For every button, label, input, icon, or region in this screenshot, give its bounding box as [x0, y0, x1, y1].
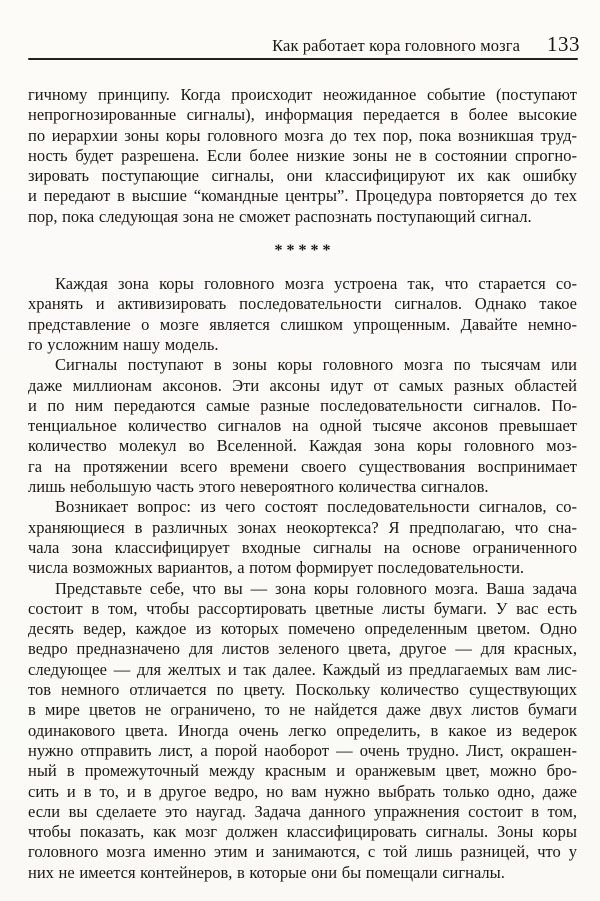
text-line: го усложним нашу модель.: [28, 334, 219, 354]
text-line: непрогнозированные сигналы), информация передается в более высокие: [28, 105, 577, 125]
running-title: Как работает кора головного мозга: [272, 36, 520, 55]
text-line: ность будет разрешена. Если более низкие зоны не в состоянии спрогно-: [28, 145, 577, 165]
text-line: пор, пока следующая зона не сможет распознать поступающий сигнал.: [28, 206, 532, 226]
paragraph: [28, 579, 577, 883]
text-line: по иерархии зоны коры головного мозга до тех пор, пока возникшая труд-: [28, 125, 577, 145]
text-line: тов немного отличается по цвету. Поскольку количество существующих: [28, 680, 577, 700]
header-rule: [28, 58, 578, 60]
text-line: и передают в высшие “командные центры”. Процедура повторяется до тех: [28, 186, 577, 206]
page-header: [0, 0, 600, 54]
paragraph: [28, 497, 577, 578]
text-line: нужно отправить лист, а порой наоборот — очень трудно. Лист, окрашен-: [28, 740, 577, 760]
text-line: гичному принципу. Когда происходит неожиданное событие (поступают: [28, 85, 577, 104]
text-line: них не имеется контейнеров, в которые они бы помещали сигналы.: [28, 862, 505, 882]
section-separator: *****: [274, 241, 335, 259]
text-line: в мире цветов не ограничено, то не найдется даже двух листов бумаги: [28, 700, 577, 720]
text-line: десять ведер, каждое из которых помечено определенным цветом. Одно: [28, 619, 577, 639]
paragraph: [28, 274, 577, 355]
text-line: га на протяжении всего времени своего существования воспринимает: [28, 456, 577, 476]
text-line: Сигналы поступают в зоны коры головного мозга по тысячам или: [55, 355, 577, 375]
page-body: [28, 85, 577, 883]
text-line: одинакового цвета. Иногда очень легко определить, в какое из ведерок: [28, 720, 577, 740]
text-line: состоит в том, чтобы рассортировать цветные листы бумаги. У вас есть: [28, 598, 577, 618]
text-line: чтобы показать, как мозг должен классифицировать сигналы. Зоны коры: [28, 822, 577, 842]
text-line: Возникает вопрос: из чего состоят последовательности сигналов, со-: [55, 497, 577, 517]
text-line: следующее — для желтых и так далее. Каждый из предлагаемых вам лис-: [28, 659, 577, 679]
text-line: и по ним передаются самые разные последовательности сигналов. По-: [28, 395, 577, 415]
text-line: ведро предназначено для листов зеленого цвета, другое — для красных,: [28, 639, 577, 659]
text-line: представление о мозге является слишком упрощенным. Давайте немно-: [28, 314, 577, 334]
text-line: сить и в то, и в другое ведро, но вам нужно выбрать только одно, даже: [28, 781, 577, 801]
page-number: 133: [547, 32, 580, 56]
paragraph: [28, 85, 577, 227]
text-line: храняющиеся в различных зонах неокортекса? Я предполагаю, что сна-: [28, 517, 577, 537]
text-line: хранять и активизировать последовательности сигналов. Однако такое: [28, 294, 577, 314]
paragraph: [28, 355, 577, 497]
text-line: зировать поступающие сигналы, они классифицируют их как ошибку: [28, 166, 577, 186]
text-line: головного мозга именно этим и занимаются, с той лишь разницей, что у: [28, 842, 577, 862]
text-line: количество молекул во Вселенной. Каждая зона коры головного моз-: [28, 436, 577, 456]
text-line: лишь небольшую часть этого невероятного количества сигналов.: [28, 477, 489, 497]
text-line: Каждая зона коры головного мозга устроена так, что старается со-: [55, 274, 577, 294]
text-line: тенциальное количество сигналов на одной тысяче аксонов превышает: [28, 416, 577, 436]
text-line: Представьте себе, что вы — зона коры головного мозга. Ваша задача: [55, 578, 577, 598]
text-line: ный в промежуточный между красным и оранжевым цвет, можно бро-: [28, 761, 577, 781]
text-line: числа возможных вариантов, а потом формирует последовательности.: [28, 558, 525, 578]
text-line: если вы сделаете это наугад. Задача данного упражнения состоит в том,: [28, 801, 577, 821]
text-line: даже миллионам аксонов. Эти аксоны идут от самых разных областей: [28, 375, 577, 395]
text-line: чала зона классифицирует входные сигналы на основе ограниченного: [28, 537, 577, 557]
